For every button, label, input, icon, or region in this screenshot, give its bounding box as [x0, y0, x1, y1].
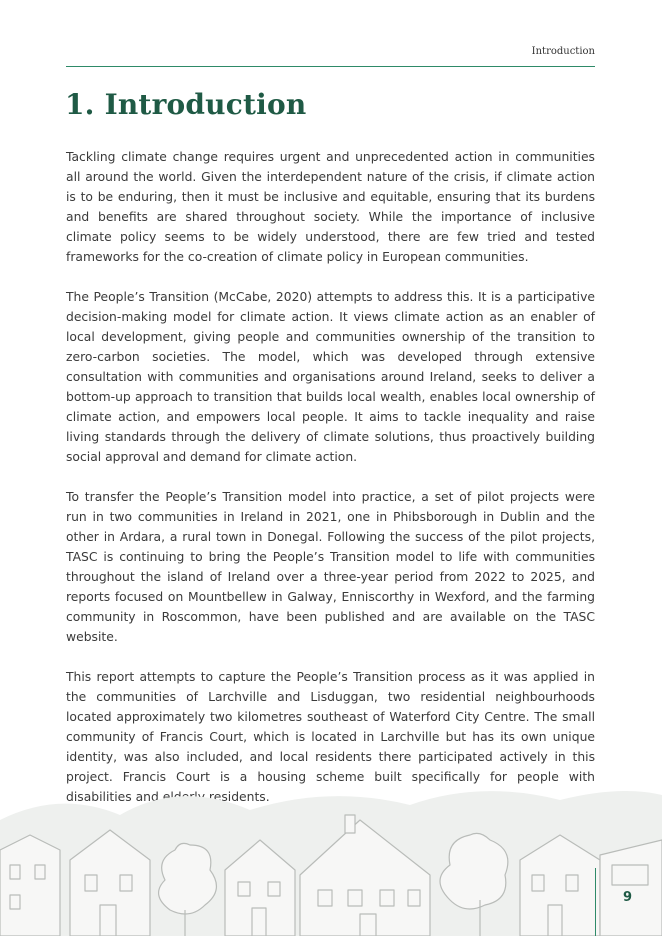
page-number-rule [595, 868, 596, 936]
townscape-illustration [0, 780, 662, 936]
body-text [66, 147, 595, 827]
paragraph-3: To transfer the People’s Transition model into practice, a set of pilot projects were run in two communities in Ireland in 2021, one in Phibsborough in Dublin and the other in Ardara, a rural town in Donegal. Following the success of the pilot projects, TASC is continuing to bring the People’s Transition model to life with communities throughout the island of Ireland over a three-year period from 2022 to 2025, and reports focused on Mountbellew in Galway, Enniscorthy in Wexford, and the farming community in Roscommon, have been published and are available on the TASC website. [66, 490, 595, 644]
paragraph-1: Tackling climate change requires urgent and unprecedented action in communities all around the world. Given the interdependent nature of the crisis, if climate action is to be enduring, then it must be inclusive and equitable, ensuring that its burdens and benefits are shared throughout society. While the importance of inclusive climate policy seems to be widely understood, there are few tried and tested frameworks for the co-creation of climate policy in European communities. [66, 150, 595, 264]
header-rule [66, 66, 595, 67]
section-title: 1. Introduction [65, 88, 307, 121]
paragraph-4: This report attempts to capture the People’s Transition process as it was applied in the communities of Larchville and Lisduggan, two residential neighbourhoods located approximately two kilometres southeast of Waterford City Centre. The small community of Francis Court, which is located in Larchville but has its own unique identity, was also included, and local residents there participated actively in this project. Francis Court is a housing scheme built specifically for people with disabilities and elderly residents. [66, 670, 595, 804]
paragraph-2: The People’s Transition (McCabe, 2020) attempts to address this. It is a participative decision-making model for climate action. It views climate action as an enabler of local development, giving people and communities ownership of the transition to zero-carbon societies. The model, which was developed through extensive consultation with communities and organisations around Ireland, seeks to deliver a bottom-up approach to transition that builds local wealth, enables local ownership of climate action, and empowers local people. It aims to tackle inequality and raise living standards through the delivery of climate solutions, thus proactively building social approval and demand for climate action. [66, 290, 595, 464]
running-header: Introduction [531, 46, 595, 57]
page-number: 9 [622, 890, 632, 905]
